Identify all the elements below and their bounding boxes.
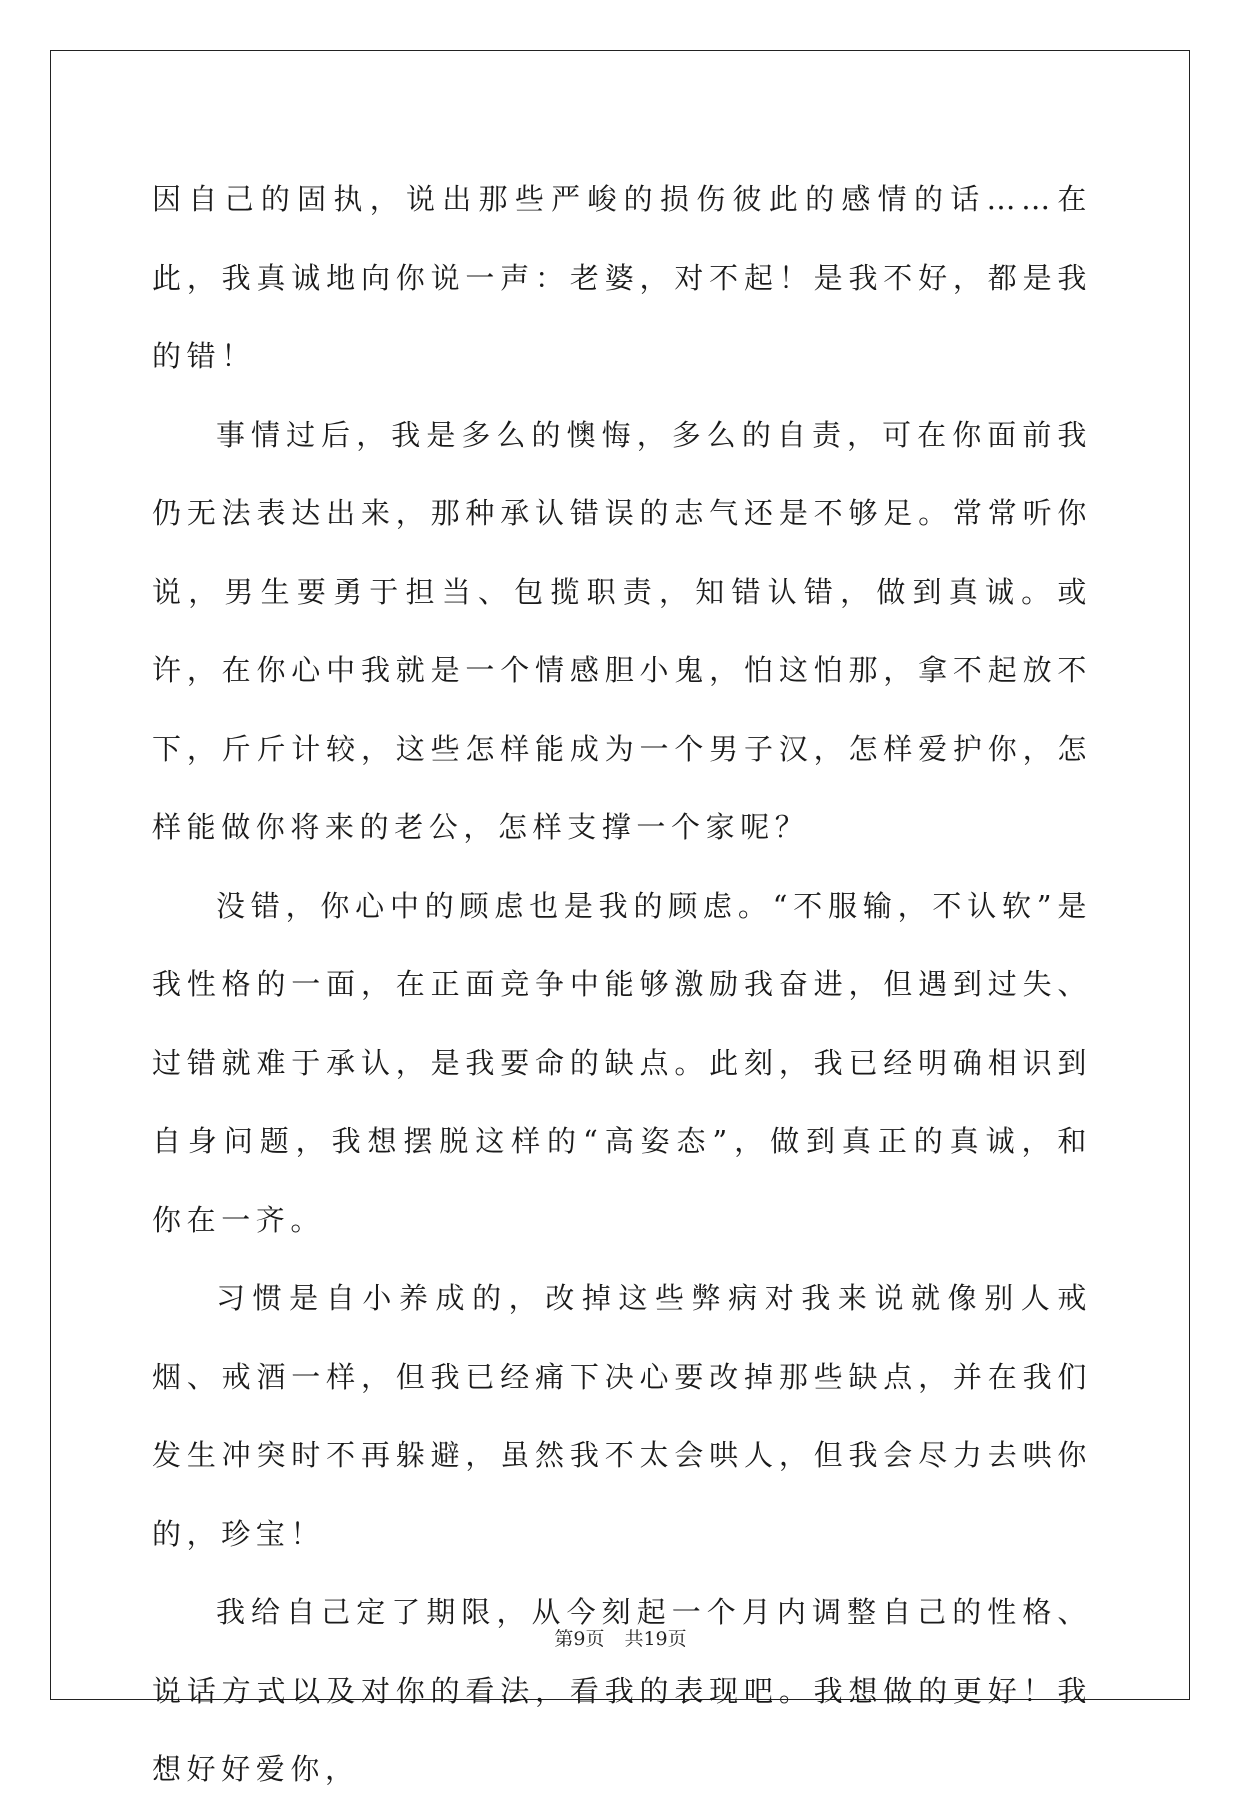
paragraph: 没错，你心中的顾虑也是我的顾虑。“不服输，不认软”是我性格的一面，在正面竞争中能够激励我奋进，但遇到过失、过错就难于承认，是我要命的缺点。此刻，我已经明确相识到自身问题，我想摆脱这样的“高姿态”，做到真正的真诚，和你在一齐。 [152, 888, 1092, 1237]
document-body [152, 160, 1092, 1809]
paragraph: 习惯是自小养成的，改掉这些弊病对我来说就像别人戒烟、戒酒一样，但我已经痛下决心要改掉那些缺点，并在我们发生冲突时不再躲避，虽然我不太会哄人，但我会尽力去哄你的，珍宝！ [152, 1281, 1092, 1551]
paragraph: 事情过后，我是多么的懊悔，多么的自责，可在你面前我仍无法表达出来，那种承认错误的志气还是不够足。常常听你说，男生要勇于担当、包揽职责，知错认错，做到真诚。或许，在你心中我就是一个情感胆小鬼，怕这怕那，拿不起放不下，斤斤计较，这些怎样能成为一个男子汉，怎样爱护你，怎样能做你将来的老公，怎样支撑一个家呢？ [152, 417, 1092, 844]
page-number: 第9页 [554, 1628, 605, 1650]
page-footer [0, 1624, 1241, 1651]
paragraph-continuation: 因自己的固执，说出那些严峻的损伤彼此的感情的话……在此，我真诚地向你说一声：老婆，对不起！是我不好，都是我的错！ [152, 182, 1092, 373]
page-total: 共19页 [624, 1628, 687, 1650]
paragraph: 我给自己定了期限，从今刻起一个月内调整自己的性格、说话方式以及对你的看法，看我的表现吧。我想做的更好！我想好好爱你， [152, 1595, 1092, 1786]
